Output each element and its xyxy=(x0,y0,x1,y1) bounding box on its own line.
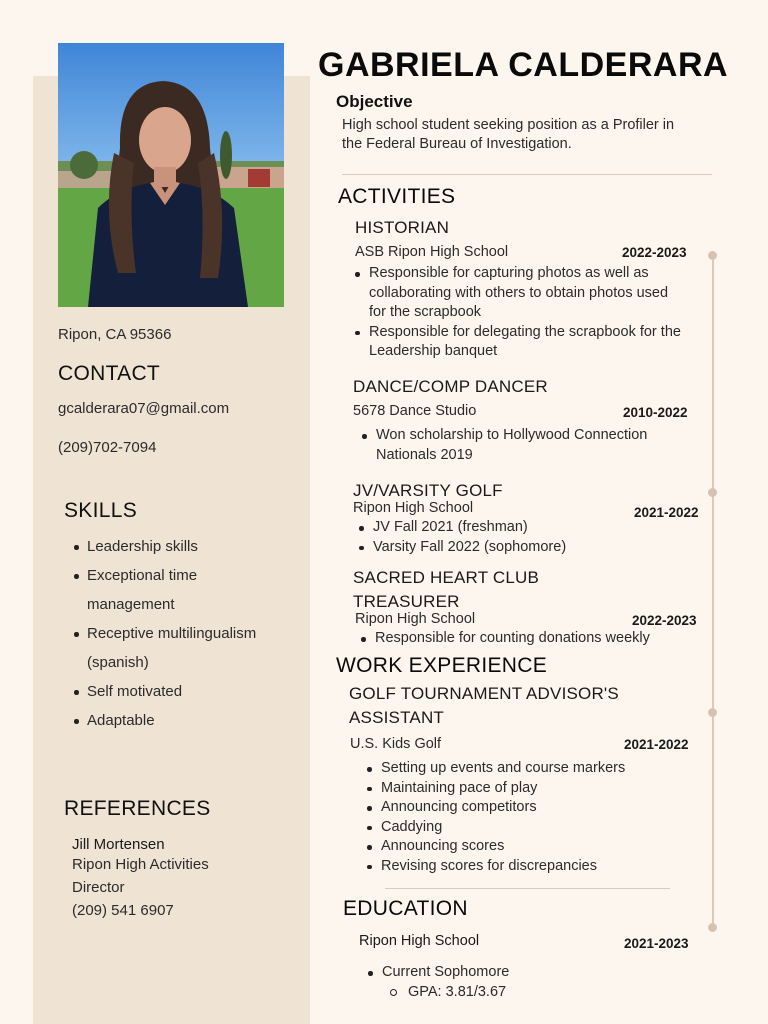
skill-item-continued: (spanish) xyxy=(87,654,149,671)
activity-org: Ripon High School xyxy=(355,611,476,627)
timeline-dot xyxy=(708,488,717,497)
activity-years: 2021-2022 xyxy=(634,505,699,520)
activity-title: DANCE/COMP DANCER xyxy=(353,377,548,396)
timeline-line xyxy=(712,255,714,927)
reference-title-line2: Director xyxy=(72,879,125,896)
profile-photo xyxy=(58,43,284,307)
objective-text-line1: High school student seeking position as a Profiler in xyxy=(342,117,675,133)
work-years: 2021-2022 xyxy=(624,737,689,752)
bullet-item: Won scholarship to Hollywood Connection Nationals 2019 xyxy=(360,426,680,465)
work-bullets xyxy=(365,759,685,876)
skill-item: Receptive multilingualism xyxy=(58,619,308,648)
reference-name: Jill Mortensen xyxy=(72,836,165,853)
timeline-dot xyxy=(708,708,717,717)
bullet-item: Responsible for counting donations weekly xyxy=(359,629,699,649)
activity-bullets xyxy=(359,629,699,649)
bullet-item: Current Sophomore xyxy=(366,963,616,983)
objective-text-line2: the Federal Bureau of Investigation. xyxy=(342,136,572,152)
activity-title-line2: TREASURER xyxy=(353,592,460,611)
education-school: Ripon High School xyxy=(359,933,480,949)
reference-phone: (209) 541 6907 xyxy=(72,902,174,919)
activity-title: HISTORIAN xyxy=(355,218,450,237)
bullet-item: Announcing scores xyxy=(365,837,685,857)
activity-years: 2010-2022 xyxy=(623,405,688,420)
bullet-item: Varsity Fall 2022 (sophomore) xyxy=(357,538,657,558)
skill-item: Self motivated xyxy=(58,677,308,706)
page-title: GABRIELA CALDERARA xyxy=(318,46,729,84)
email-text: gcalderara07@gmail.com xyxy=(58,400,230,417)
work-org: U.S. Kids Golf xyxy=(350,736,442,752)
bullet-item: Setting up events and course markers xyxy=(365,759,685,779)
bullet-item: Responsible for capturing photos as well as collaborating with others to obtain photos used for the scrapbook xyxy=(353,264,683,323)
bullet-item: Maintaining pace of play xyxy=(365,779,685,799)
activity-years: 2022-2023 xyxy=(632,613,697,628)
bullet-item: Revising scores for discrepancies xyxy=(365,857,685,877)
sub-bullet-item: GPA: 3.81/3.67 xyxy=(388,983,588,1002)
activity-org: 5678 Dance Studio xyxy=(353,403,477,419)
activity-years: 2022-2023 xyxy=(622,245,687,260)
timeline-dot xyxy=(708,251,717,260)
activity-org: Ripon High School xyxy=(353,500,474,516)
references-heading: REFERENCES xyxy=(64,797,211,820)
activity-title-line1: SACRED HEART CLUB xyxy=(353,568,540,587)
location-text: Ripon, CA 95366 xyxy=(58,326,172,343)
activity-bullets xyxy=(353,264,683,362)
timeline-dot xyxy=(708,923,717,932)
skill-item-continued: management xyxy=(87,596,175,613)
objective-heading: Objective xyxy=(336,92,413,111)
reference-title-line1: Ripon High Activities xyxy=(72,856,209,873)
divider xyxy=(385,888,670,889)
education-heading: EDUCATION xyxy=(343,897,468,920)
skills-heading: SKILLS xyxy=(64,499,138,522)
education-sub-bullets xyxy=(388,983,588,1002)
skill-item: Exceptional time xyxy=(58,561,308,590)
work-heading: WORK EXPERIENCE xyxy=(336,654,548,677)
education-bullets xyxy=(366,963,616,983)
work-title-line2: ASSISTANT xyxy=(349,708,445,727)
skill-item: Leadership skills xyxy=(58,532,308,561)
contact-heading: CONTACT xyxy=(58,362,161,385)
activity-bullets xyxy=(357,518,657,557)
activity-bullets xyxy=(360,426,680,465)
skill-item: Adaptable xyxy=(58,706,308,735)
divider xyxy=(342,174,712,175)
phone-text: (209)702-7094 xyxy=(58,439,157,456)
bullet-item: Caddying xyxy=(365,818,685,838)
skills-list xyxy=(58,532,308,735)
work-title-line1: GOLF TOURNAMENT ADVISOR'S xyxy=(349,684,619,703)
bullet-item: Announcing competitors xyxy=(365,798,685,818)
activity-title: JV/VARSITY GOLF xyxy=(353,481,503,500)
profile-photo-illustration xyxy=(58,43,284,307)
activities-heading: ACTIVITIES xyxy=(338,185,456,208)
activity-org: ASB Ripon High School xyxy=(355,244,509,260)
bullet-item: JV Fall 2021 (freshman) xyxy=(357,518,657,538)
bullet-item: Responsible for delegating the scrapbook for the Leadership banquet xyxy=(353,323,683,362)
education-years: 2021-2023 xyxy=(624,936,689,951)
